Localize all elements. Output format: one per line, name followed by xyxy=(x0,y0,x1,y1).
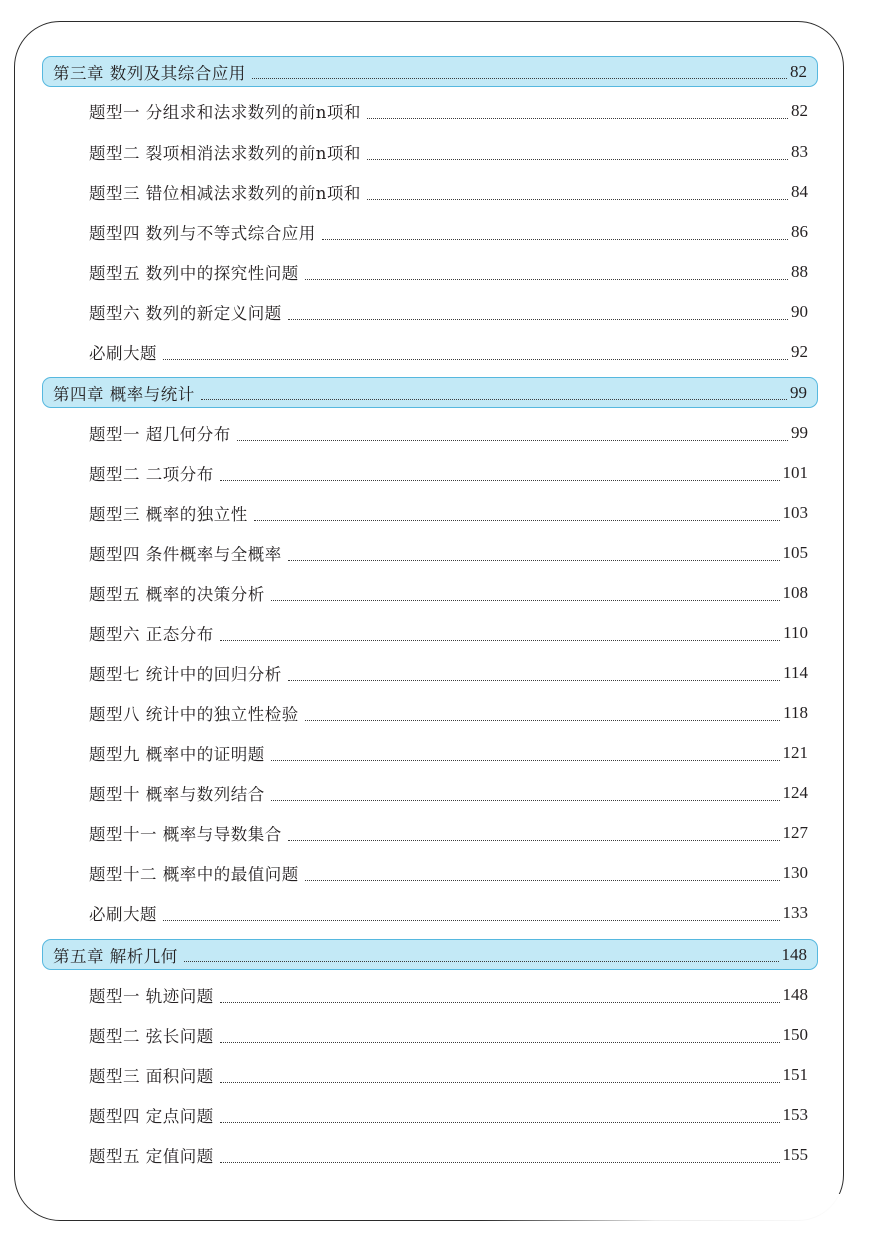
toc-label: 题型三 面积问题 xyxy=(89,1067,214,1086)
toc-label: 题型三 概率的独立性 xyxy=(89,505,248,524)
toc-item[interactable] xyxy=(89,257,808,287)
toc-leader-dots xyxy=(220,640,780,641)
toc-leader-dots xyxy=(252,78,787,79)
toc-item[interactable] xyxy=(89,1100,808,1130)
toc-leader-dots xyxy=(220,1162,780,1163)
toc-leader-dots xyxy=(288,680,780,681)
toc-page-number: 118 xyxy=(783,703,808,722)
toc-leader-dots xyxy=(271,760,780,761)
toc-page-number: 108 xyxy=(782,583,808,602)
toc-page-number: 82 xyxy=(791,101,808,120)
toc-label: 第五章 解析几何 xyxy=(53,946,178,966)
toc-leader-dots xyxy=(288,840,780,841)
toc-item[interactable] xyxy=(89,217,808,247)
toc-label: 题型四 定点问题 xyxy=(89,1107,214,1126)
toc-page-number: 151 xyxy=(782,1065,808,1084)
toc-item[interactable] xyxy=(89,778,808,808)
toc-leader-dots xyxy=(305,720,780,721)
toc-label: 题型四 数列与不等式综合应用 xyxy=(89,224,316,243)
toc-chapter-3[interactable] xyxy=(42,56,818,87)
toc-item[interactable] xyxy=(89,980,808,1010)
toc-label: 题型十二 概率中的最值问题 xyxy=(89,865,299,884)
toc-page-number: 105 xyxy=(782,543,808,562)
toc-leader-dots xyxy=(305,279,788,280)
toc-item[interactable] xyxy=(89,858,808,888)
toc-label: 题型六 正态分布 xyxy=(89,625,214,644)
toc-label: 题型八 统计中的独立性检验 xyxy=(89,705,299,724)
toc-leader-dots xyxy=(220,1042,780,1043)
toc-page-number: 84 xyxy=(791,182,808,201)
toc-page-number: 110 xyxy=(783,623,808,642)
toc-leader-dots xyxy=(271,800,780,801)
toc-label: 必刷大题 xyxy=(89,905,157,924)
toc-item[interactable] xyxy=(89,1020,808,1050)
toc-leader-dots xyxy=(367,199,788,200)
toc-leader-dots xyxy=(367,159,788,160)
toc-leader-dots xyxy=(220,1082,780,1083)
toc-page-number: 86 xyxy=(791,222,808,241)
toc-label: 题型十一 概率与导数集合 xyxy=(89,825,282,844)
toc-item[interactable] xyxy=(89,177,808,207)
toc-item[interactable] xyxy=(89,1140,808,1170)
toc-item[interactable] xyxy=(89,738,808,768)
bottom-edge-fade xyxy=(0,1194,874,1237)
toc-page-number: 121 xyxy=(782,743,808,762)
toc-page-number: 99 xyxy=(791,423,808,442)
toc-item[interactable] xyxy=(89,297,808,327)
toc-item[interactable] xyxy=(89,698,808,728)
toc-label: 题型一 轨迹问题 xyxy=(89,987,214,1006)
toc-label: 题型六 数列的新定义问题 xyxy=(89,304,282,323)
toc-page-number: 90 xyxy=(791,302,808,321)
toc-leader-dots xyxy=(220,480,780,481)
toc-item[interactable] xyxy=(89,137,808,167)
toc-page-number: 127 xyxy=(782,823,808,842)
toc-leader-dots xyxy=(322,239,788,240)
toc-label: 第四章 概率与统计 xyxy=(53,384,195,404)
toc-label: 题型四 条件概率与全概率 xyxy=(89,545,282,564)
toc-label: 题型五 概率的决策分析 xyxy=(89,585,265,604)
toc-label: 必刷大题 xyxy=(89,344,157,363)
toc-item[interactable] xyxy=(89,337,808,367)
toc-label: 第三章 数列及其综合应用 xyxy=(53,63,246,83)
toc-leader-dots xyxy=(288,319,788,320)
toc-page-number: 101 xyxy=(782,463,808,482)
toc-item[interactable] xyxy=(89,618,808,648)
toc-label: 题型一 分组求和法求数列的前n项和 xyxy=(89,103,361,122)
toc-label: 题型七 统计中的回归分析 xyxy=(89,665,282,684)
toc-leader-dots xyxy=(220,1002,780,1003)
toc-page-number: 148 xyxy=(782,985,808,1004)
toc-label: 题型十 概率与数列结合 xyxy=(89,785,265,804)
toc-item[interactable] xyxy=(89,498,808,528)
toc-leader-dots xyxy=(220,1122,780,1123)
toc-page-number: 88 xyxy=(791,262,808,281)
toc-item[interactable] xyxy=(89,1060,808,1090)
toc-chapter-4[interactable] xyxy=(42,377,818,408)
toc-label: 题型五 定值问题 xyxy=(89,1147,214,1166)
toc-item[interactable] xyxy=(89,818,808,848)
toc-leader-dots xyxy=(201,399,787,400)
toc-chapter-5[interactable] xyxy=(42,939,818,970)
toc-leader-dots xyxy=(305,880,780,881)
toc-leader-dots xyxy=(288,560,780,561)
toc-page-number: 92 xyxy=(791,342,808,361)
toc-leader-dots xyxy=(163,359,788,360)
toc-page-number: 83 xyxy=(791,142,808,161)
toc-label: 题型二 裂项相消法求数列的前n项和 xyxy=(89,144,361,163)
toc-item[interactable] xyxy=(89,96,808,126)
toc-item[interactable] xyxy=(89,898,808,928)
toc-item[interactable] xyxy=(89,418,808,448)
toc-page-number: 124 xyxy=(782,783,808,802)
toc-item[interactable] xyxy=(89,658,808,688)
toc-label: 题型九 概率中的证明题 xyxy=(89,745,265,764)
toc-leader-dots xyxy=(237,440,788,441)
toc-leader-dots xyxy=(271,600,780,601)
toc-page-number: 99 xyxy=(790,382,807,402)
toc-page-number: 150 xyxy=(782,1025,808,1044)
toc-item[interactable] xyxy=(89,578,808,608)
toc-page-number: 133 xyxy=(782,903,808,922)
toc-page-number: 130 xyxy=(782,863,808,882)
toc-page-number: 82 xyxy=(790,61,807,81)
toc-item[interactable] xyxy=(89,538,808,568)
toc-page-number: 103 xyxy=(782,503,808,522)
toc-page-number: 114 xyxy=(783,663,808,682)
toc-leader-dots xyxy=(184,961,779,962)
toc-page-number: 155 xyxy=(782,1145,808,1164)
toc-label: 题型三 错位相减法求数列的前n项和 xyxy=(89,184,361,203)
toc-label: 题型一 超几何分布 xyxy=(89,425,231,444)
toc-leader-dots xyxy=(254,520,780,521)
toc-leader-dots xyxy=(163,920,780,921)
toc-label: 题型二 弦长问题 xyxy=(89,1027,214,1046)
toc-label: 题型五 数列中的探究性问题 xyxy=(89,264,299,283)
toc-page-number: 153 xyxy=(782,1105,808,1124)
toc-label: 题型二 二项分布 xyxy=(89,465,214,484)
toc-item[interactable] xyxy=(89,458,808,488)
toc-leader-dots xyxy=(367,118,788,119)
toc-page-number: 148 xyxy=(781,944,807,964)
